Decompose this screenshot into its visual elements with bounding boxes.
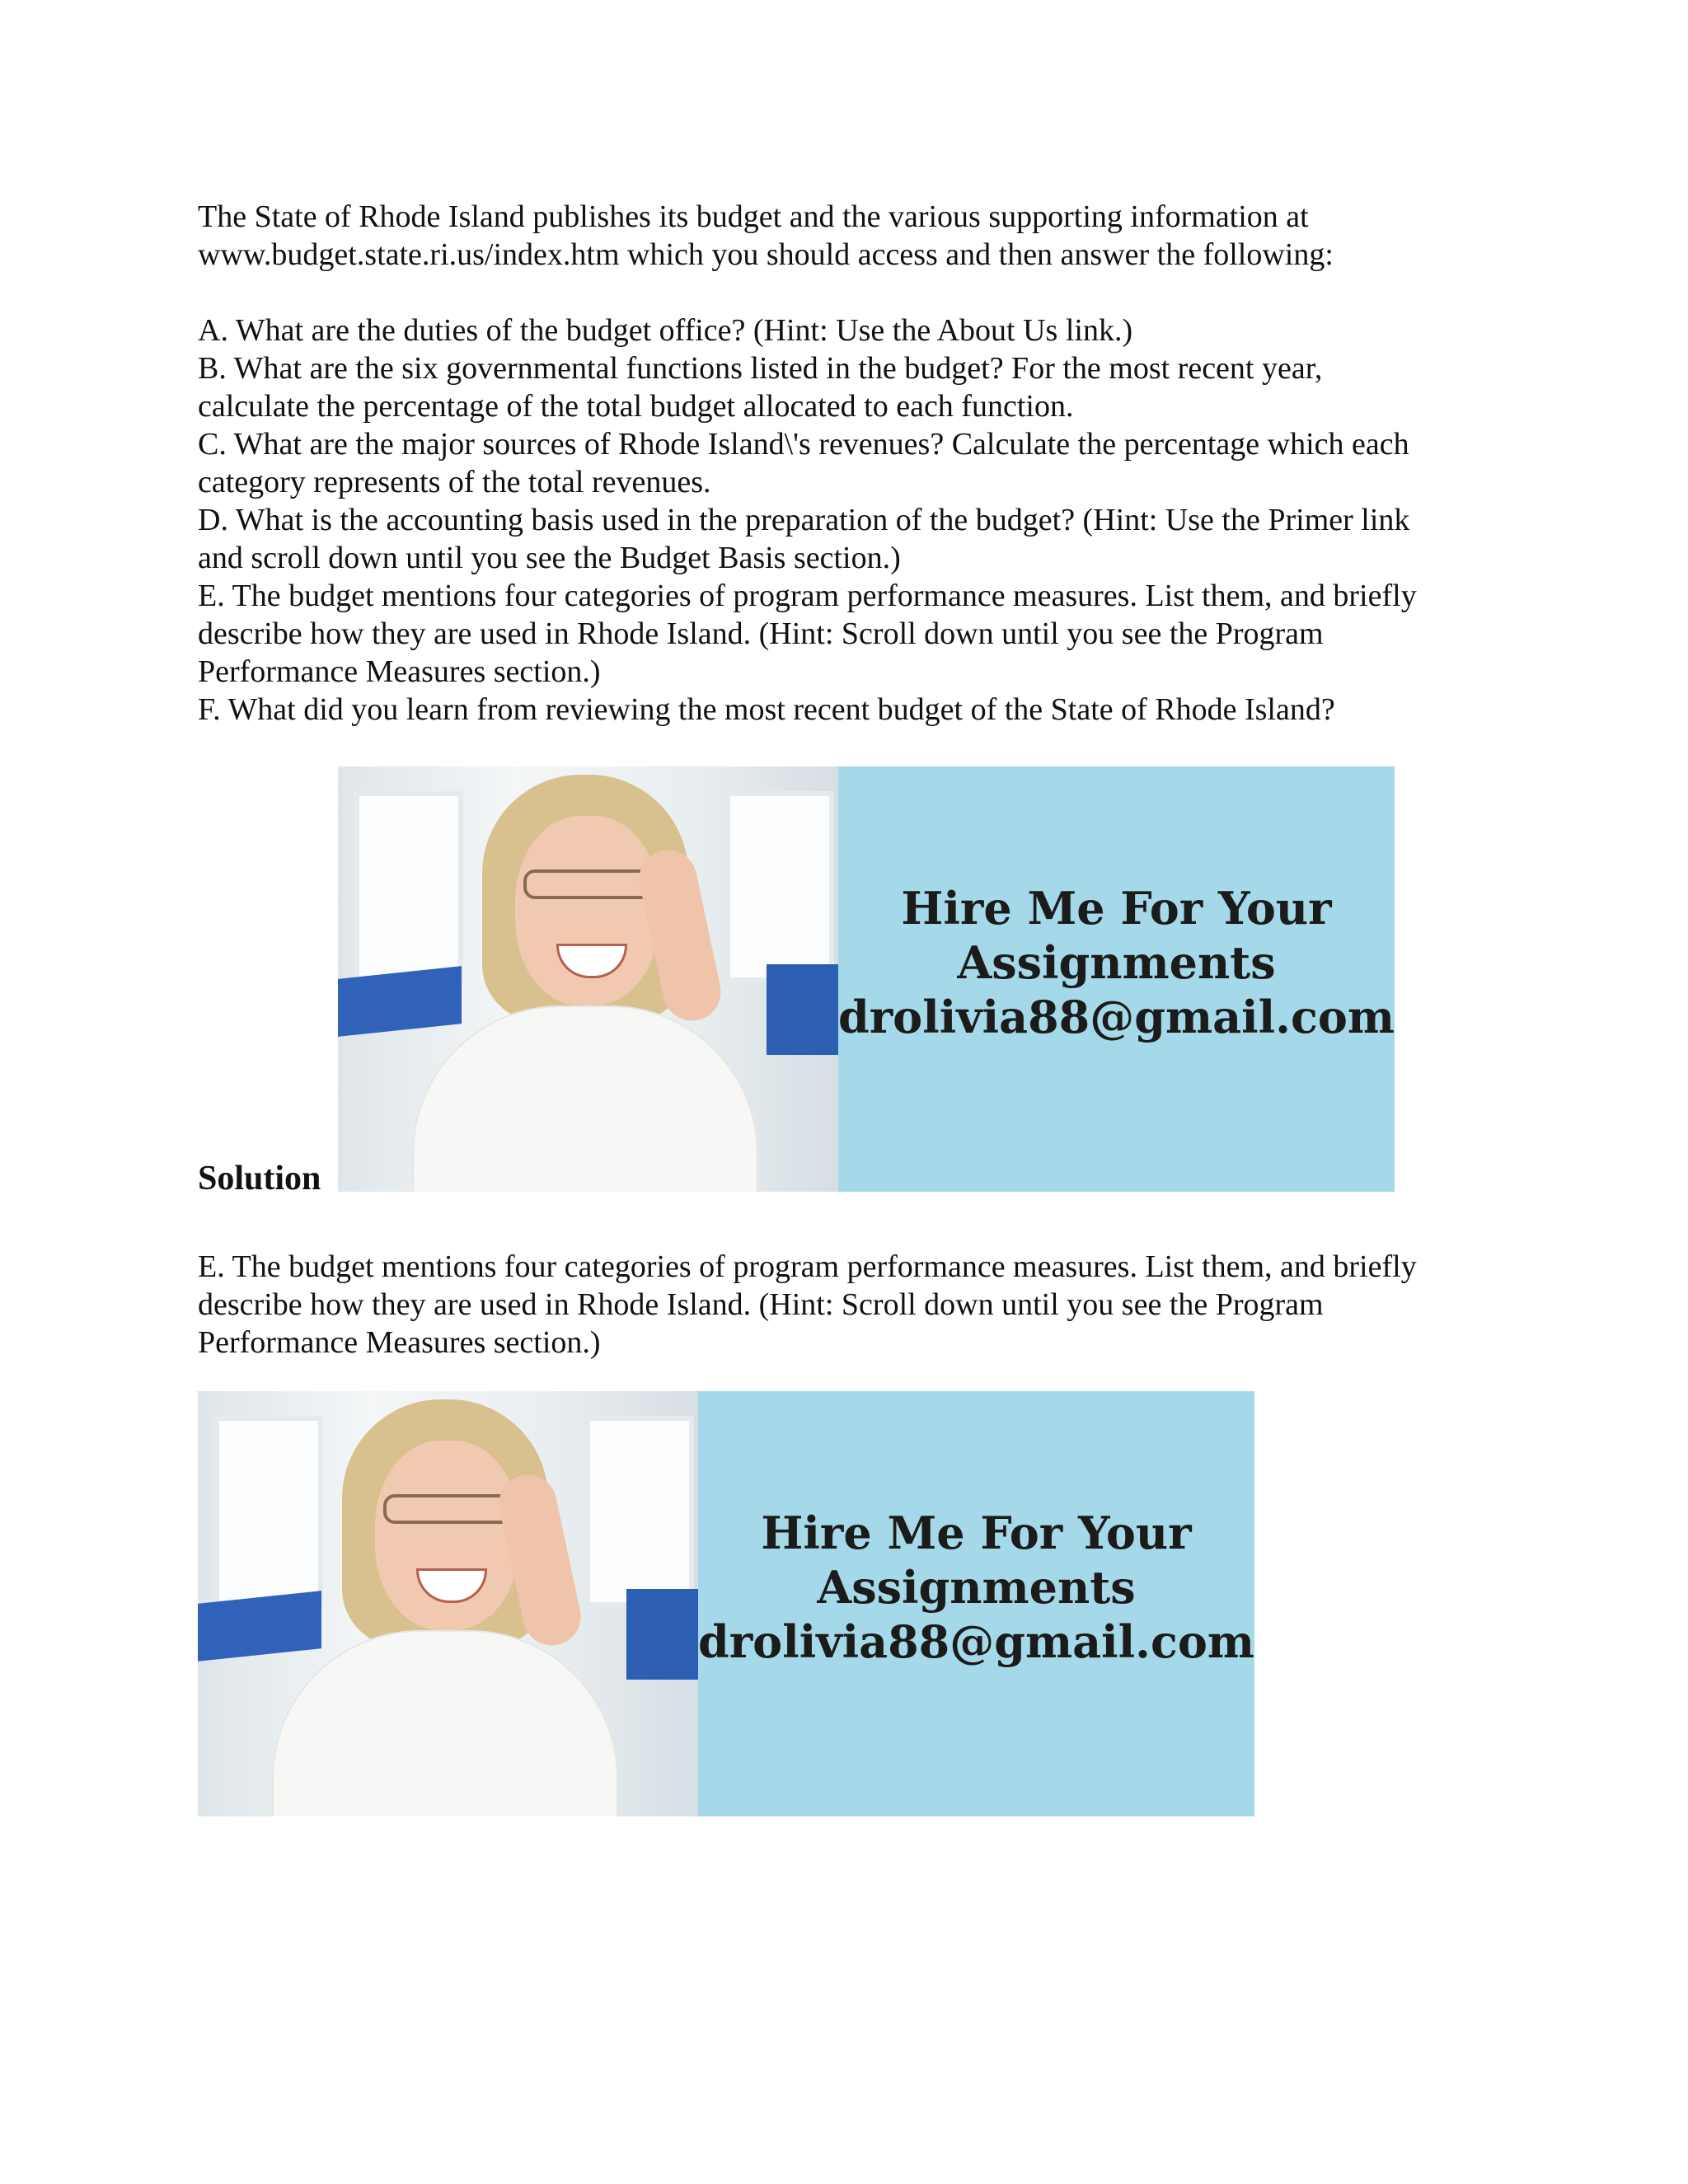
question-line: A. What are the duties of the budget office? (Hint: Use the About Us link.): [198, 313, 1133, 348]
background-window: [725, 791, 834, 982]
advert-text-panel: [838, 766, 1395, 1192]
intro-line: The State of Rhode Island publishes its budget and the various supporting information at: [198, 199, 1309, 234]
chair-back: [338, 966, 462, 1037]
advert-headline: Hire Me For Your: [761, 1507, 1192, 1559]
advert-subheadline: Assignments: [817, 1561, 1136, 1614]
solution-line: describe how they are used in Rhode Island. (Hint: Scroll down until you see the Program: [198, 1287, 1324, 1322]
advert-subheadline: Assignments: [957, 936, 1276, 989]
question-line: D. What is the accounting basis used in the preparation of the budget? (Hint: Use the Primer link: [198, 503, 1410, 537]
advert-banner[interactable]: [338, 766, 1395, 1192]
question-line: calculate the percentage of the total budget allocated to each function.: [198, 389, 1074, 424]
person-blouse: [412, 1005, 758, 1192]
solution-paragraph: [198, 1248, 1517, 1361]
question-line: E. The budget mentions four categories of program performance measures. List them, and briefly: [198, 579, 1417, 613]
person-glasses: [523, 869, 655, 899]
question-line: and scroll down until you see the Budget Basis section.): [198, 541, 901, 575]
advert-text-panel: [698, 1391, 1254, 1816]
background-window: [585, 1416, 694, 1607]
advert-photo: [338, 766, 838, 1192]
advert-email[interactable]: drolivia88@gmail.com: [697, 1615, 1254, 1668]
advert-photo: [198, 1391, 698, 1816]
question-line: Performance Measures section.): [198, 654, 601, 689]
question-line: describe how they are used in Rhode Island. (Hint: Scroll down until you see the Program: [198, 616, 1324, 651]
chair-back: [198, 1591, 321, 1661]
question-line: B. What are the six governmental functions listed in the budget? For the most recent year,: [198, 351, 1323, 386]
question-line: C. What are the major sources of Rhode Island\'s revenues? Calculate the percentage which each: [198, 427, 1409, 462]
chair-back: [767, 964, 838, 1055]
person-blouse: [272, 1630, 618, 1816]
solution-line: Performance Measures section.): [198, 1325, 601, 1360]
person-glasses: [383, 1494, 515, 1524]
question-line: category represents of the total revenues.: [198, 465, 711, 499]
question-line: F. What did you learn from reviewing the most recent budget of the State of Rhode Island?: [198, 692, 1335, 727]
background-window: [354, 791, 463, 982]
intro-paragraph: [198, 198, 1517, 274]
chair-back: [626, 1589, 698, 1680]
intro-line: www.budget.state.ri.us/index.htm which you should access and then answer the following:: [198, 237, 1334, 272]
background-window: [214, 1416, 323, 1607]
solution-heading: Solution: [198, 1160, 321, 1197]
advert-headline: Hire Me For Your: [901, 882, 1332, 935]
advert-banner[interactable]: [198, 1391, 1254, 1816]
solution-line: E. The budget mentions four categories of program performance measures. List them, and briefly: [198, 1249, 1417, 1284]
advert-email[interactable]: drolivia88@gmail.com: [837, 991, 1395, 1043]
question-list: [198, 312, 1517, 729]
